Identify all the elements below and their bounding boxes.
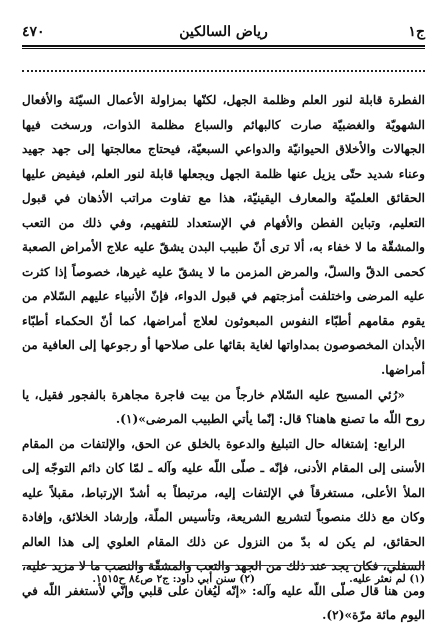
footnote-2: (٢) سنن أبي داود: ج٢ ص٨٤ ح١٥١٥. xyxy=(92,573,255,585)
footnotes xyxy=(22,573,425,589)
header-rule-thick xyxy=(22,45,425,47)
dotted-separator xyxy=(22,56,425,72)
volume-label: ج١ xyxy=(408,24,425,40)
page-number: ٤٧٠ xyxy=(22,24,45,40)
header-rule-thin xyxy=(22,48,425,49)
paragraph-2: «رُئي المسيح عليه السّلام خارجاً من بيت فاجرة مجاهرة بالفجور فقيل، يا روح اللّه ما تصنع هاهنا؟ قال: إنّما يأتي الطبيب المرضى»(١). xyxy=(22,387,425,427)
running-title: رياض السالكين xyxy=(179,24,268,40)
body-text xyxy=(22,88,425,628)
paragraph-3: الرابع: إشتغاله حال التبليغ والدعوة بالخلق عن الحق، والإلتفات من المقام الأسنى إلى المقام الأدنى، فإنّه ـ صلّى اللّه عليه وآله ـ لمّا كان دائم التوجّه إلى الملأ الأعلى، مستغرقاً في الإلتفات إليه، مرتبطاً به أشدّ الإرتباط، مقبلاً عليه وكان مع ذلك منصوباً لتشريع الشريعة، وتأسيس الملّة، وإرشاد الخلائق، وإفادة الحقائق، لم يكن له بدّ من النزول عن ذلك المقام العلوي إلى هذا العالم السفلي، فكان يجد عند ذلك من الجهد والتعب والمشقّة والنصب ما لا مزيد عليه، ومن هنا قال صلّى اللّه عليه وآله: «إنّه ليُغان على قلبي وإنّي لأستغفر اللّه في اليوم مائة مرّة»(٢). xyxy=(22,436,425,623)
page-header xyxy=(22,22,425,44)
footnote-rule xyxy=(22,565,425,566)
footnote-1: (١) لم نعثر عليه. xyxy=(349,573,425,585)
paragraph-1: الفطرة قابلة لنور العلم وظلمة الجهل، لكنّها بمزاولة الأعمال السيّئة والأفعال الشهويّة والغضبيّة صارت كالبهائم والسباع مظلمة الذوات، ورسخت فيها الجهالات والأخلاق الحيوانيّة والدواعي السبعيّة، فيحتاج معالجتها إلى جهد جهيد وعناء شديد حتّى يزيل عنها ظلمة الجهل ويجعلها قابلة لنور العلم، فيفيض عليها الحقائق العلميّة والمعارف اليقينيّة، هذا مع تفاوت مراتب الأذهان في قبول التعليم، وتباين الفطن والأفهام في الإستعداد للتفهيم، وفي ذلك من التعب والمشقّة ما لا خفاء به، ألا ترى أنّ طبيب البدن يشقّ عليه علاج الأمراض الصعبة كحمى الدقّ والسلّ، والمرض المزمن ما لا يشقّ عليه غيرها، خصوصاً إذا كثرت عليه المرضى واختلفت أمزجتهم في قبول الدواء، فإنّ الأنبياء عليهم السّلام من يقوم مقامهم أطبّاء النفوس المبعوثون لعلاج أمراضها، كما أنّ الحكماء أطبّاء الأبدان المخصوصون بمداواتها لغاية بقائها على صلاحها أو رجوعها إلى العافية من أمراضها. xyxy=(22,93,425,378)
